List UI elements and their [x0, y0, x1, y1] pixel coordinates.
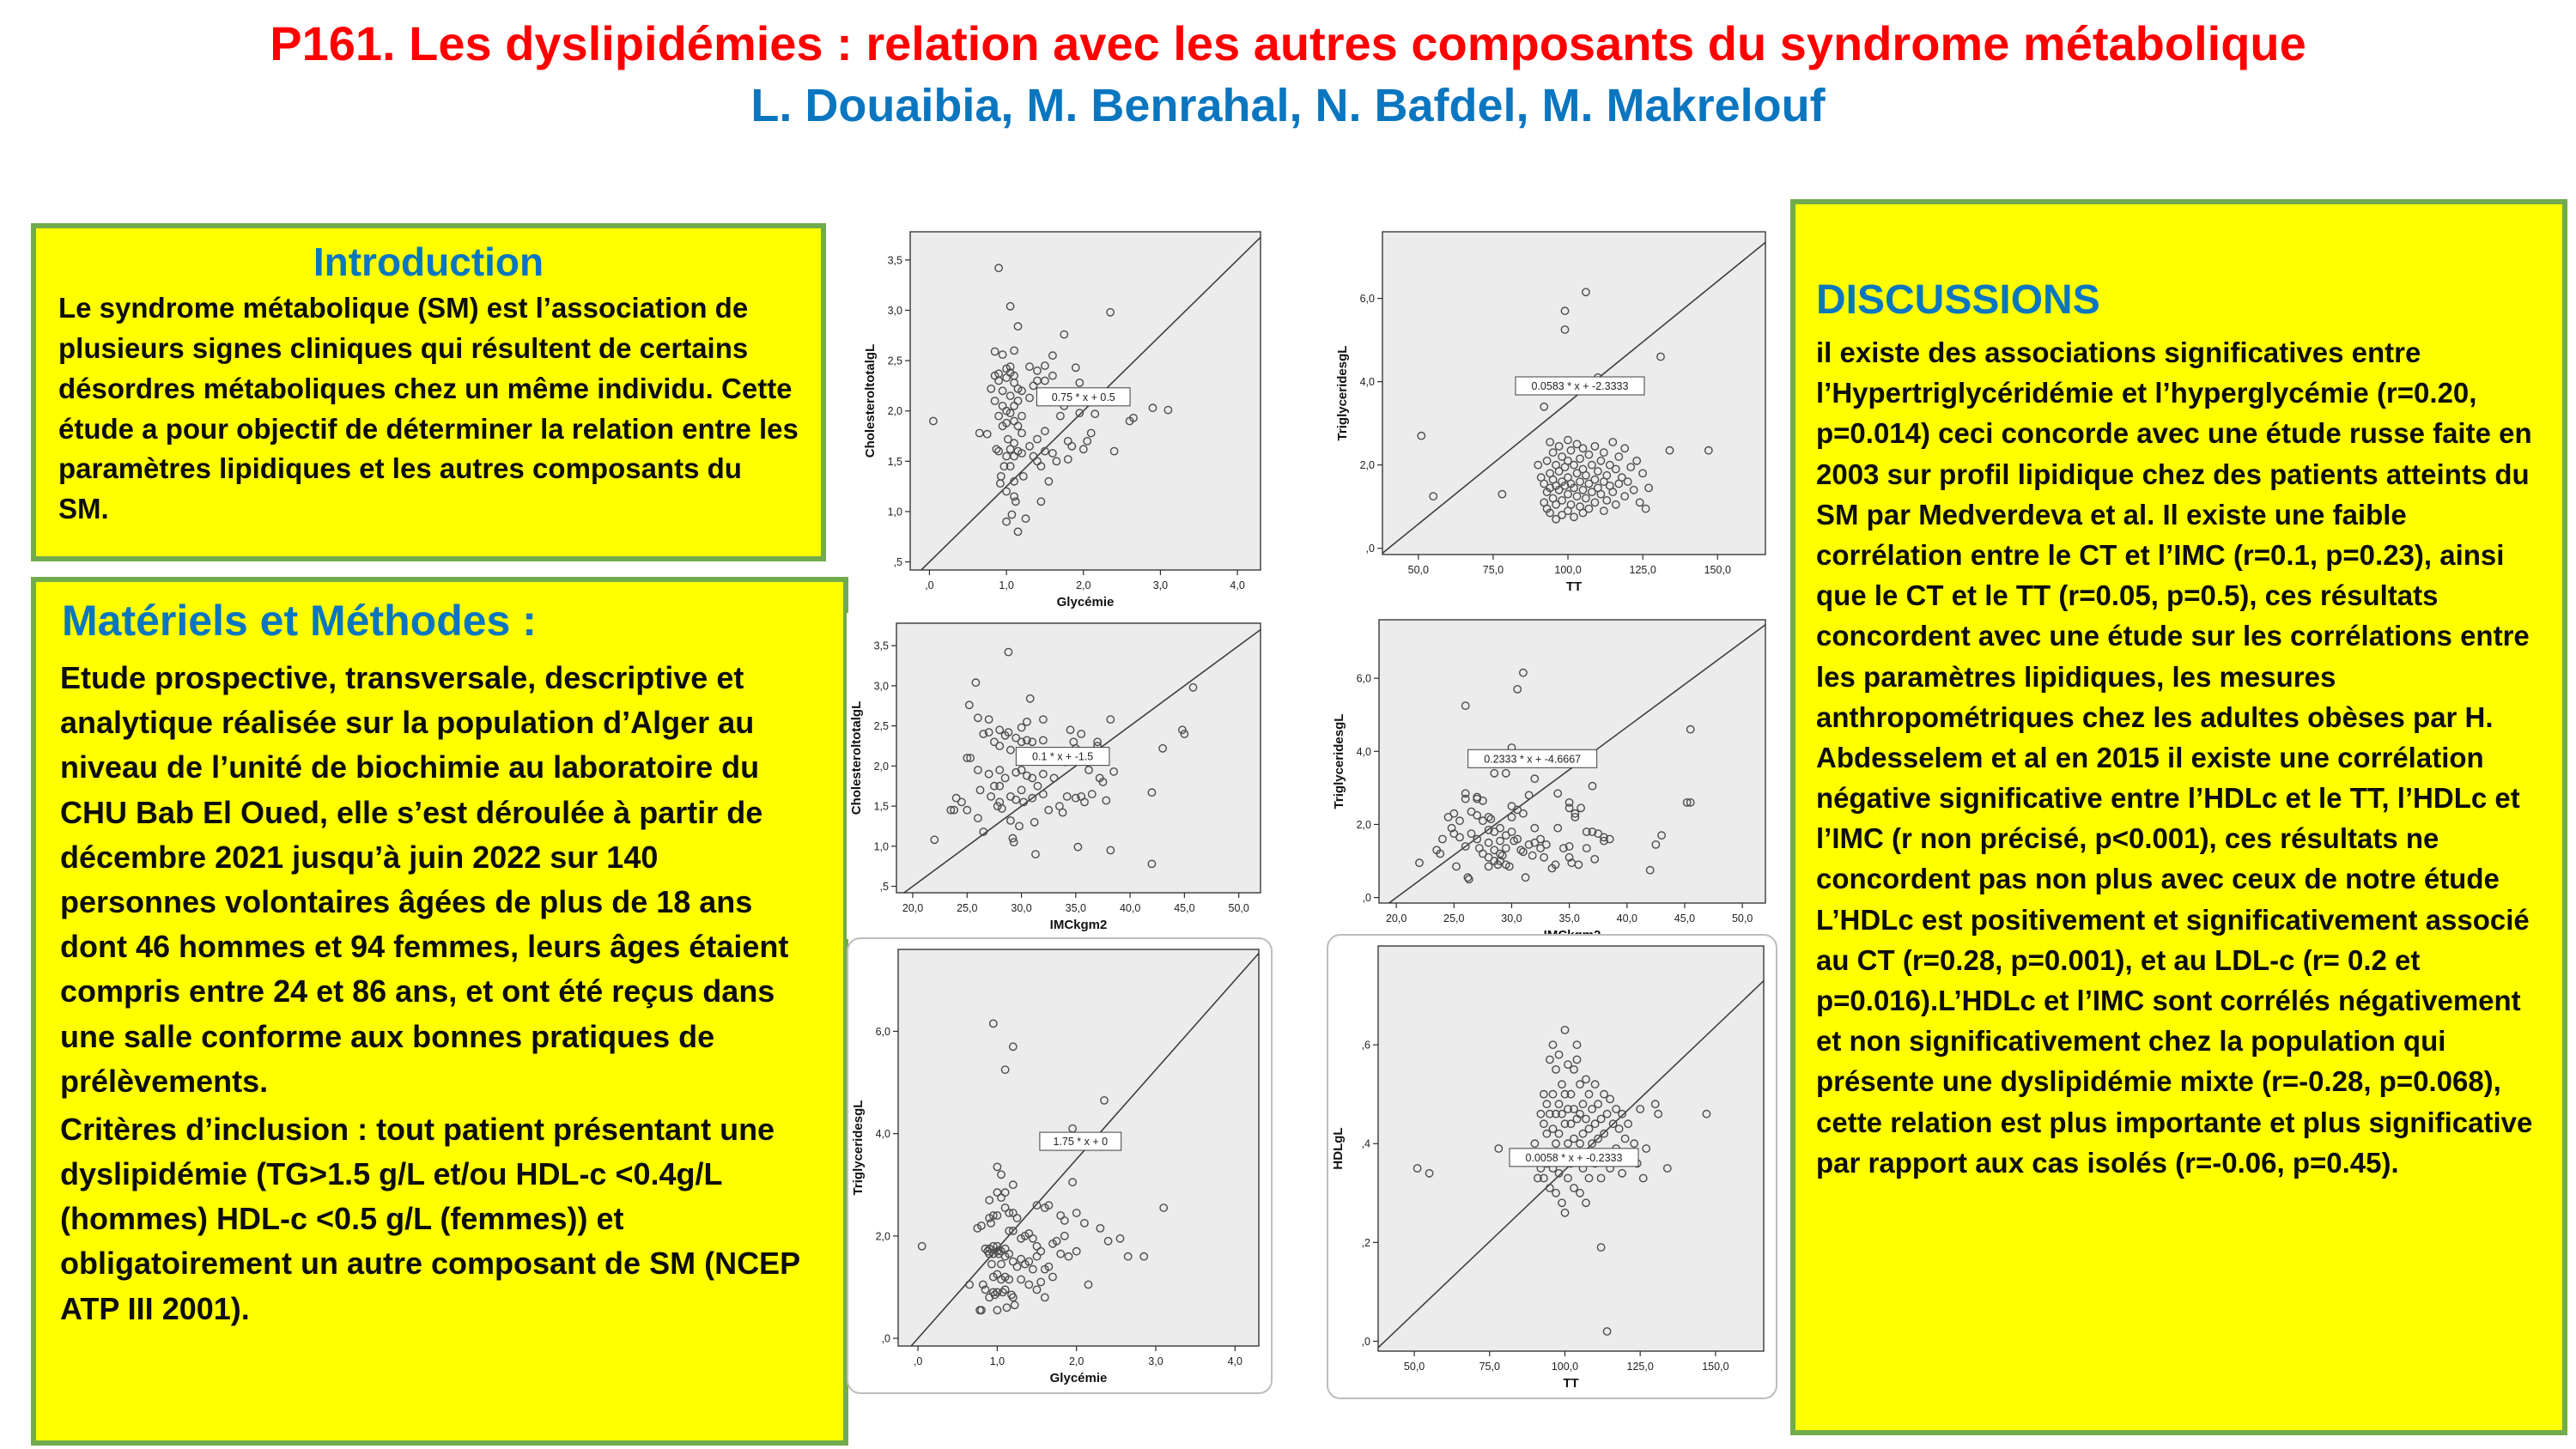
svg-text:2,0: 2,0	[873, 760, 889, 773]
svg-text:50,0: 50,0	[1407, 564, 1429, 576]
svg-text:4,0: 4,0	[1359, 376, 1375, 389]
svg-text:1.75 * x + 0: 1.75 * x + 0	[1053, 1136, 1109, 1149]
svg-text:2,0: 2,0	[875, 1230, 890, 1243]
svg-text:30,0: 30,0	[1011, 902, 1032, 914]
methods-box	[31, 577, 848, 1446]
svg-text:40,0: 40,0	[1119, 902, 1141, 914]
page-title: P161. Les dyslipidémies : relation avec les autres composants du syndrome métabolique	[270, 16, 2306, 70]
scatter-hdl-vs-tt	[1327, 934, 1777, 1399]
introduction-body: Le syndrome métabolique (SM) est l’association de plusieurs signes cliniques qui résultent de certains désordres métaboliques chez un même individu. Cette étude a pour objectif de déterminer la relation entre les paramètres lipidiques et les autres composants du SM.	[58, 292, 799, 525]
scatter-triglycerides-vs-glycemie	[847, 937, 1273, 1394]
svg-text:4,0: 4,0	[1227, 1355, 1243, 1367]
svg-text:4,0: 4,0	[875, 1128, 890, 1141]
svg-text:Glycémie: Glycémie	[1056, 595, 1115, 609]
svg-text:0.0583 * x + -2.3333: 0.0583 * x + -2.3333	[1531, 380, 1629, 393]
scatter-cholesterol-vs-imc	[847, 613, 1273, 939]
svg-text:2,5: 2,5	[873, 720, 889, 733]
svg-text:0.75 * x + 0.5: 0.75 * x + 0.5	[1051, 391, 1115, 403]
svg-text:25,0: 25,0	[957, 902, 978, 914]
svg-text:CholesteroltotalgL: CholesteroltotalgL	[863, 343, 878, 458]
svg-text:3,0: 3,0	[1152, 579, 1169, 591]
svg-text:0.2333 * x + -4.6667: 0.2333 * x + -4.6667	[1484, 753, 1582, 766]
discussions-body: il existe des associations significatives entre l’Hypertriglycéridémie et l’hyperglycémie (r=0.20, p=0.014) ceci concorde avec une étude russe faite en 2003 sur profil lipidique chez des patients atteints du SM par Medverdeva et al. Il existe une faible corrélation entre le CT et l’IMC (r=0.1, p=0.23), ainsi que le CT et le TT (r=0.05, p=0.5), ces résultats concordent avec une étude sur les corrélations entre les paramètres lipidiques, les mesures anthropométriques chez les adultes obèses par H. Abdesselem et al en 2015 il existe une corrélation négative significative entre l’HDLc et le TT, l’HDLc et l’IMC (r non précisé, p<0.001), ces résultats ne concordent pas non plus avec ceux de notre étude L’HDLc est positivement et significativement associé au CT (r=0.28, p=0.001), et au LDL-c (r= 0.2 et p=0.016).L’HDLc et l’IMC sont corrélés négativement et non significativement chez la population qui présente une dyslipidémie mixte (r=-0.28, p=0.068), cette relation est plus importante et plus significative par rapport aux cas isolés (r=-0.06, p=0.45).	[1816, 336, 2533, 1179]
svg-text:TriglyceridesgL: TriglyceridesgL	[1332, 713, 1346, 809]
scatter-triglycerides-vs-imc	[1329, 609, 1777, 949]
svg-text:,4: ,4	[1361, 1137, 1370, 1150]
svg-text:6,0: 6,0	[1356, 672, 1371, 685]
svg-text:75,0: 75,0	[1479, 1361, 1500, 1373]
svg-text:75,0: 75,0	[1482, 564, 1504, 576]
svg-text:2,0: 2,0	[1076, 579, 1091, 591]
svg-text:,0: ,0	[881, 1332, 890, 1345]
svg-text:3,0: 3,0	[887, 304, 902, 317]
svg-text:3,5: 3,5	[873, 640, 889, 652]
svg-text:35,0: 35,0	[1065, 902, 1087, 914]
svg-text:45,0: 45,0	[1674, 912, 1696, 925]
svg-text:3,5: 3,5	[887, 254, 902, 267]
svg-text:,0: ,0	[1362, 892, 1371, 905]
svg-text:2,0: 2,0	[1356, 818, 1371, 831]
svg-text:25,0: 25,0	[1443, 912, 1465, 925]
svg-text:20,0: 20,0	[902, 902, 924, 914]
poster-authors: L. Douaibia, M. Benrahal, N. Bafdel, M. Makrelouf	[750, 80, 1826, 131]
methods-body-paragraph-2: Critères d’inclusion : tout patient présentant une dyslipidémie (TG>1.5 g/L et/ou HDL-c <0.4g/L (hommes) HDL-c <0.5 g/L (femmes)) et obligatoirement un autre composant de SM (NCEP ATP III 2001).	[60, 1111, 800, 1326]
svg-text:Glycémie: Glycémie	[1049, 1371, 1108, 1385]
svg-text:4,0: 4,0	[1230, 579, 1245, 591]
svg-text:HDLgL: HDLgL	[1331, 1127, 1346, 1170]
svg-text:100,0: 100,0	[1551, 1361, 1579, 1373]
svg-text:50,0: 50,0	[1403, 1361, 1425, 1373]
introduction-heading: Introduction	[313, 239, 544, 284]
svg-text:2,0: 2,0	[1068, 1355, 1084, 1367]
svg-text:0.1 * x + -1.5: 0.1 * x + -1.5	[1032, 750, 1094, 763]
svg-text:,2: ,2	[1361, 1236, 1370, 1249]
svg-text:,0: ,0	[925, 579, 934, 591]
discussions-heading: DISCUSSIONS	[1816, 277, 2100, 323]
svg-text:45,0: 45,0	[1174, 902, 1195, 914]
svg-text:,0: ,0	[1365, 543, 1375, 555]
svg-text:1,0: 1,0	[873, 840, 889, 853]
svg-text:TriglyceridesgL: TriglyceridesgL	[851, 1100, 866, 1196]
scatter-cholesterol-vs-glycemie	[860, 221, 1273, 616]
svg-text:1,0: 1,0	[989, 1355, 1005, 1367]
svg-text:,0: ,0	[1361, 1335, 1370, 1348]
svg-text:,6: ,6	[1361, 1039, 1370, 1052]
svg-text:3,0: 3,0	[1148, 1355, 1163, 1367]
svg-text:1,5: 1,5	[873, 800, 889, 813]
svg-text:2,0: 2,0	[1359, 459, 1375, 472]
svg-text:150,0: 150,0	[1702, 1361, 1729, 1373]
methods-heading: Matériels et Méthodes :	[62, 597, 537, 645]
svg-text:1,0: 1,0	[999, 579, 1014, 591]
svg-text:TriglyceridesgL: TriglyceridesgL	[1335, 345, 1350, 441]
svg-text:100,0: 100,0	[1554, 564, 1582, 576]
discussions-box	[1790, 199, 2567, 1435]
svg-text:50,0: 50,0	[1228, 902, 1249, 914]
svg-text:IMCkgm2: IMCkgm2	[1049, 918, 1108, 932]
svg-text:3,0: 3,0	[873, 680, 889, 693]
svg-text:125,0: 125,0	[1626, 1361, 1654, 1373]
svg-text:2,0: 2,0	[887, 405, 902, 418]
svg-text:4,0: 4,0	[1356, 745, 1371, 758]
svg-text:20,0: 20,0	[1385, 912, 1407, 925]
scatter-triglycerides-vs-tt	[1333, 221, 1777, 601]
svg-text:150,0: 150,0	[1704, 564, 1731, 576]
svg-text:35,0: 35,0	[1558, 912, 1580, 925]
svg-text:TT: TT	[1563, 1376, 1579, 1391]
svg-text:6,0: 6,0	[875, 1025, 890, 1038]
svg-text:1,0: 1,0	[887, 506, 902, 518]
svg-text:TT: TT	[1565, 579, 1583, 594]
svg-text:,0: ,0	[913, 1355, 923, 1367]
svg-text:,5: ,5	[879, 881, 889, 894]
introduction-box	[31, 223, 826, 561]
methods-body-paragraph-1: Etude prospective, transversale, descriptive et analytique réalisée sur la population d’Alger au niveau de l’unité de biochimie au laboratoire du CHU Bab El Oued, elle s’est déroulée à partir de décembre 2021 jusqu’à juin 2022 sur 140 personnes volontaires âgées de plus de 18 ans dont 46 hommes et 94 femmes, leurs âges étaient compris entre 24 et 86 ans, et ont été reçus dans une salle conforme aux bonnes pratiques de prélèvements.	[60, 660, 789, 1099]
svg-text:125,0: 125,0	[1629, 564, 1656, 576]
svg-text:,5: ,5	[893, 556, 902, 569]
svg-text:CholesteroltotalgL: CholesteroltotalgL	[849, 700, 864, 815]
svg-text:1,5: 1,5	[887, 455, 902, 468]
svg-text:30,0: 30,0	[1501, 912, 1522, 925]
svg-text:6,0: 6,0	[1359, 293, 1375, 306]
svg-text:40,0: 40,0	[1616, 912, 1637, 925]
svg-text:2,5: 2,5	[887, 355, 902, 367]
svg-text:50,0: 50,0	[1731, 912, 1753, 925]
svg-text:0.0058 * x + -0.2333: 0.0058 * x + -0.2333	[1525, 1151, 1623, 1164]
